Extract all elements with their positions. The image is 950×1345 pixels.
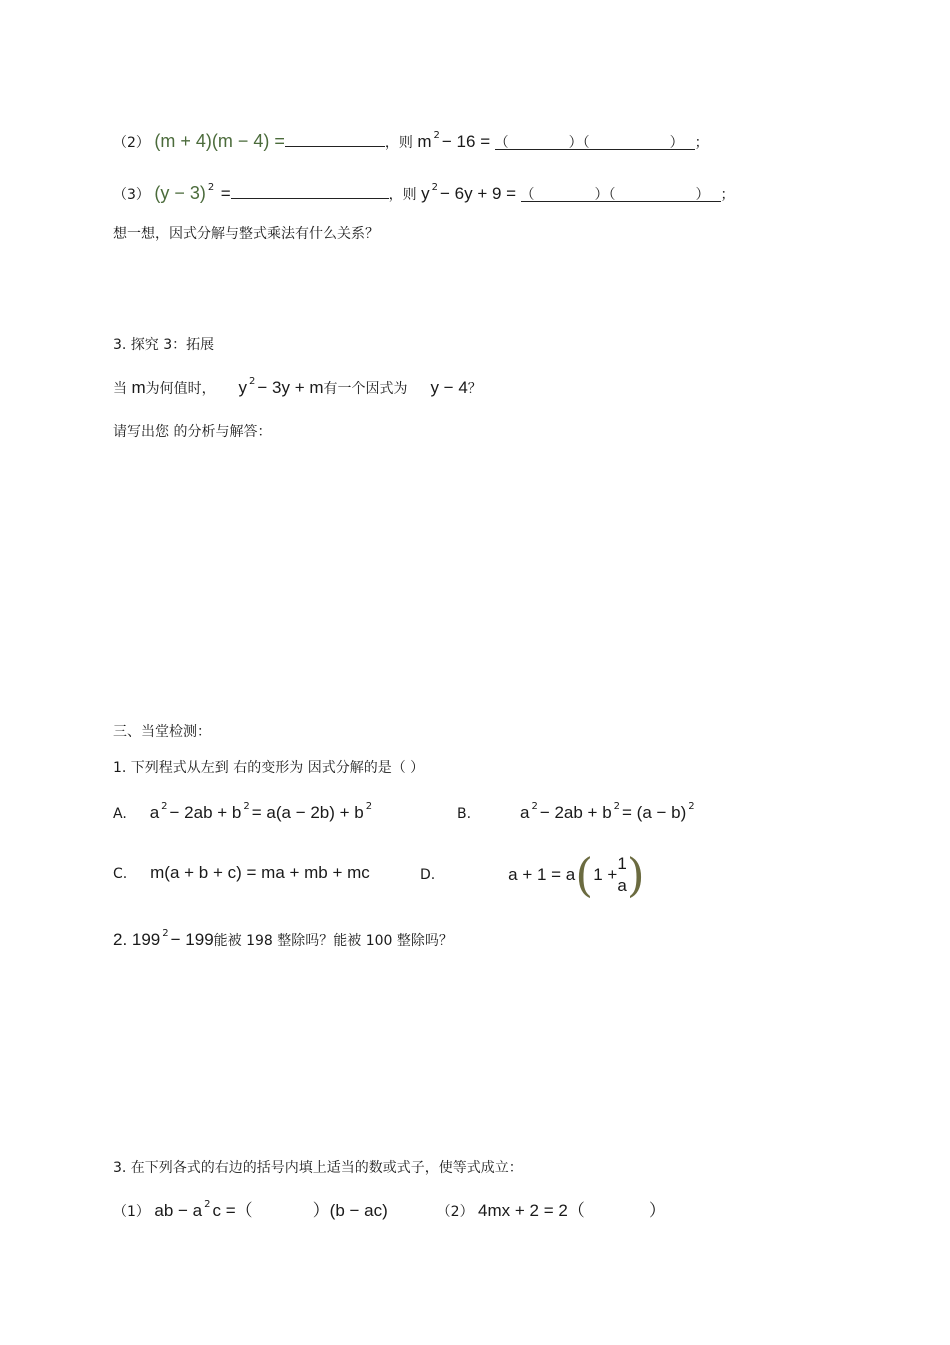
think-prompt: 想一想，因式分解与整式乘法有什么关系？ xyxy=(113,226,379,242)
exponent: 2 xyxy=(207,182,215,193)
math-expression: y − 4 xyxy=(430,378,468,397)
math-expression: 4mx + 2 = 2（ xyxy=(478,1201,585,1220)
exponent: 2 xyxy=(243,801,250,812)
fraction-denominator: a xyxy=(617,876,627,895)
math-expression: (m + 4)(m − 4) = xyxy=(154,131,285,151)
paren-mid: ）（ xyxy=(568,135,590,151)
math-expression: (y − 3) xyxy=(154,183,206,203)
math-expression: m(a + b + c) = ma + mb + mc xyxy=(150,863,370,882)
explore-3-heading: 3. 探究 3：拓展 xyxy=(113,337,215,353)
math-expression: ）(b − ac) xyxy=(312,1201,388,1220)
end-punct: ； xyxy=(720,187,735,203)
question-text: 为何值时， xyxy=(145,381,216,397)
option-a[interactable] xyxy=(113,803,374,826)
explore-3-question xyxy=(113,378,482,401)
math-expression: a + 1 = a xyxy=(508,865,576,884)
big-paren-left: ( xyxy=(575,848,594,902)
answer-blank[interactable] xyxy=(231,182,389,199)
option-label: B. xyxy=(457,806,472,822)
math-expression: − 3y + m xyxy=(257,378,324,397)
paren-mid: ）（ xyxy=(594,187,616,203)
paren-right: ） xyxy=(669,135,684,151)
question-text: 有一个因式为 xyxy=(323,381,408,397)
math-var: a xyxy=(519,803,530,822)
connector-text: ，则 xyxy=(384,135,413,151)
math-expression: ab − a xyxy=(154,1201,203,1220)
exponent: 2 xyxy=(365,801,373,812)
option-label: C. xyxy=(113,866,128,882)
math-expression: − 2ab + b xyxy=(539,803,612,822)
question-text: 当 xyxy=(113,381,127,397)
math-expression: = a(a − 2b) + b xyxy=(251,803,364,822)
paren-left: （ xyxy=(494,135,509,151)
math-expression: = (a − b) xyxy=(622,803,687,822)
math-var: y xyxy=(421,184,430,203)
math-expression: 2. 199 xyxy=(113,930,161,949)
math-expression: − 16 = xyxy=(441,132,491,151)
math-expression: − 199 xyxy=(170,930,214,949)
item-number: （2） xyxy=(113,135,150,151)
math-var: m xyxy=(417,132,432,151)
math-expression: ） xyxy=(648,1201,666,1220)
math-expression: c =（ xyxy=(212,1201,253,1220)
exponent: 2 xyxy=(162,928,169,939)
answer-blank-paren[interactable] xyxy=(495,133,695,150)
answer-blank-paren[interactable] xyxy=(521,185,721,202)
end-punct: ； xyxy=(694,135,709,151)
paren-left: （ xyxy=(520,187,535,203)
math-var: a xyxy=(149,803,160,822)
exponent: 2 xyxy=(204,1199,211,1210)
item-number: （3） xyxy=(113,187,150,203)
exponent: 2 xyxy=(433,130,440,141)
analysis-prompt: 请写出您 的分析与解答： xyxy=(113,424,272,440)
equals: = xyxy=(220,184,231,203)
question-3: 3. 在下列各式的右边的括号内填上适当的数或式子，使等式成立： xyxy=(113,1160,523,1176)
question-2 xyxy=(113,930,453,953)
exponent: 2 xyxy=(161,801,168,812)
item-number: （2） xyxy=(436,1204,474,1220)
math-expression: − 2ab + b xyxy=(169,803,242,822)
math-var: m xyxy=(131,378,146,397)
exponent: 2 xyxy=(613,801,621,812)
question-3-items xyxy=(113,1201,666,1224)
math-var: y xyxy=(238,378,248,397)
item-3-line xyxy=(113,182,735,207)
option-b[interactable] xyxy=(457,803,697,826)
question-1: 1. 下列程式从左到 右的变形为 因式分解的是（ ） xyxy=(113,760,425,776)
answer-blank[interactable] xyxy=(285,130,385,147)
option-label: D. xyxy=(420,867,436,883)
option-c[interactable] xyxy=(113,863,370,884)
fraction-numerator: 1 xyxy=(617,854,627,873)
question-text: 能被 198 整除吗？能被 100 整除吗？ xyxy=(213,933,453,949)
paren-right: ） xyxy=(695,187,710,203)
option-label: A. xyxy=(113,806,127,822)
section-heading: 三、当堂检测： xyxy=(113,724,211,740)
big-paren-right: ) xyxy=(626,848,645,902)
exponent: 2 xyxy=(249,376,256,387)
connector-text: ，则 xyxy=(388,187,417,203)
question-text: ？ xyxy=(467,381,482,397)
math-expression: − 6y + 9 = xyxy=(439,184,517,203)
item-number: （1） xyxy=(113,1204,150,1220)
fraction xyxy=(617,853,626,897)
item-2-line xyxy=(113,130,709,155)
exponent: 2 xyxy=(531,801,538,812)
exponent: 2 xyxy=(688,801,695,812)
math-expression: 1 + xyxy=(593,865,618,884)
exponent: 2 xyxy=(431,182,438,193)
option-d[interactable] xyxy=(420,850,645,900)
